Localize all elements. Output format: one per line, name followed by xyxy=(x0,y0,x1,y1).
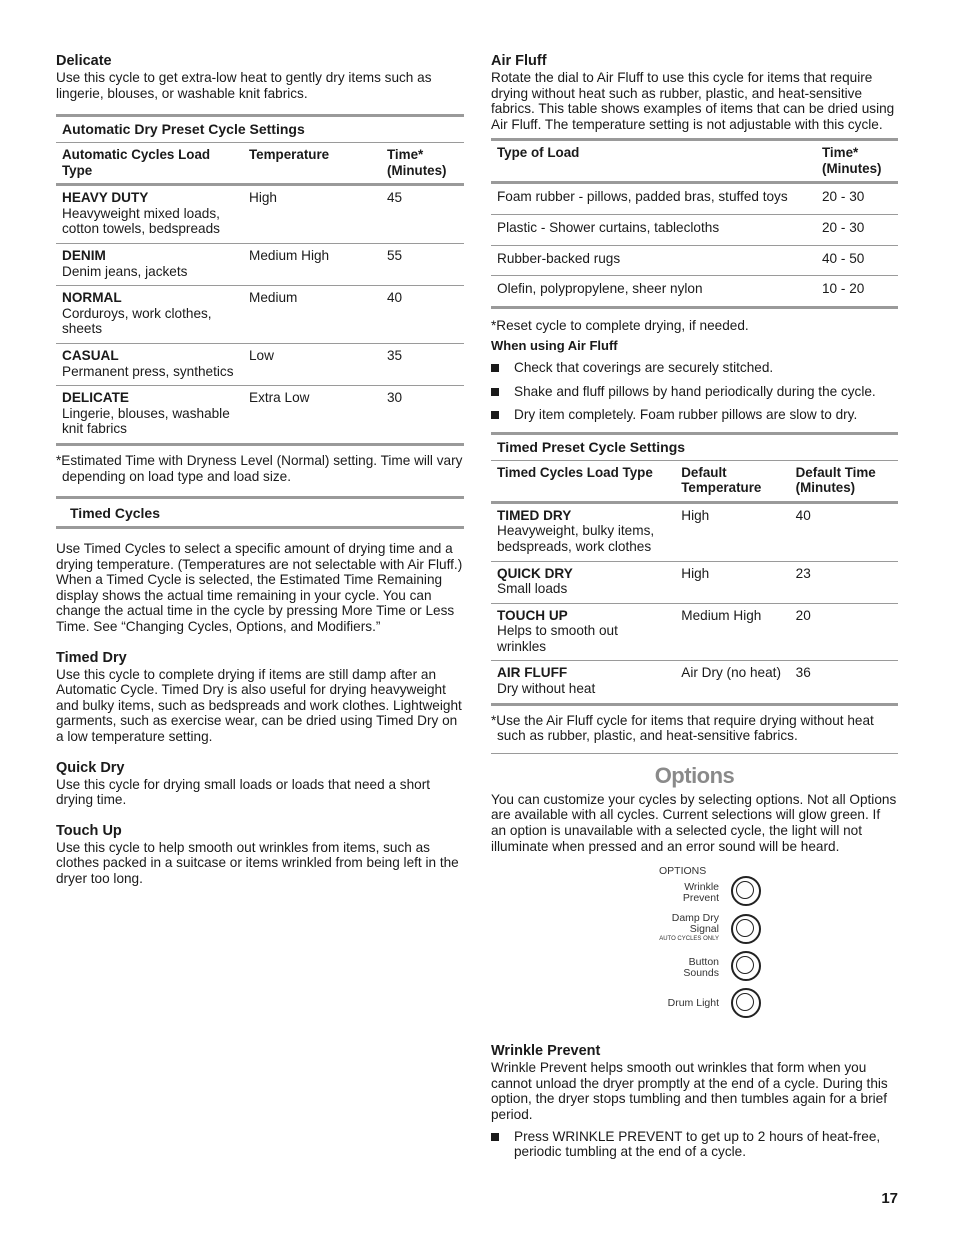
cycle-temp: High xyxy=(681,507,710,523)
delicate-heading: Delicate xyxy=(56,53,112,69)
cycle-name: NORMAL xyxy=(62,290,122,306)
cycle-name: QUICK DRY xyxy=(497,565,573,581)
auto-header-load: Automatic Cycles Load Type xyxy=(62,147,211,178)
cycle-name: TIMED DRY xyxy=(497,507,572,523)
table-row xyxy=(491,183,898,215)
air-fluff-bullet: Dry item completely. Foam rubber pillows are slow to dry. xyxy=(491,407,898,423)
table-row xyxy=(56,343,464,385)
left-column xyxy=(56,52,464,887)
air-fluff-using-heading: When using Air Fluff xyxy=(491,338,618,354)
damp-dry-signal-button[interactable] xyxy=(731,914,761,944)
cycle-time: 55 xyxy=(387,247,403,263)
cycle-desc: Permanent press, synthetics xyxy=(62,363,234,379)
cycle-desc: Heavyweight mixed loads, cotton towels, bedspreads xyxy=(62,205,220,237)
auto-table-title: Automatic Dry Preset Cycle Settings xyxy=(56,114,464,143)
button-sounds-button[interactable] xyxy=(731,951,761,981)
auto-header-temp: Temperature xyxy=(249,147,330,163)
timed-header-time: Default Time (Minutes) xyxy=(795,464,876,496)
table-row xyxy=(491,661,898,704)
auto-cycles-only-label: AUTO CYCLES ONLY xyxy=(659,936,719,943)
damp-dry-signal-label: Damp Dry Signal xyxy=(671,912,719,936)
cycle-time: 45 xyxy=(387,190,403,206)
cycle-desc: Helps to smooth out wrinkles xyxy=(497,623,618,654)
auto-dry-table xyxy=(56,143,464,446)
timed-header-temp: Default Temperature xyxy=(681,464,762,496)
air-header-time: Time* (Minutes) xyxy=(822,145,882,176)
timed-cycles-title: Timed Cycles xyxy=(56,496,464,529)
wrinkle-prevent-body: Wrinkle Prevent helps smooth out wrinkles that form when you cannot unload the dryer promptly at the end of a cycle. During this option, the dryer stops tumbling and then tumbles again for a brief period. xyxy=(491,1060,888,1122)
cycle-name: HEAVY DUTY xyxy=(62,190,149,206)
air-fluff-bullet: Shake and fluff pillows by hand periodically during the cycle. xyxy=(491,384,898,400)
cycle-desc: Denim jeans, jackets xyxy=(62,263,188,279)
table-row xyxy=(491,603,898,661)
options-body: You can customize your cycles by selecting options. Not all Options are available with all cycles. Current selections will glow green. If an option is unavailable with a selected cycle, the light will not illuminate when pressed and an error sound will be heard. xyxy=(491,791,897,854)
table-row xyxy=(491,214,898,245)
timed-table-title: Timed Preset Cycle Settings xyxy=(491,432,898,461)
load-time: 20 - 30 xyxy=(822,189,865,205)
delicate-body: Use this cycle to get extra-low heat to gently dry items such as lingerie, blouses, or washable knit fabrics. xyxy=(56,70,432,101)
cycle-temp: Air Dry (no heat) xyxy=(681,665,781,681)
cycle-desc: Corduroys, work clothes, sheets xyxy=(62,305,212,337)
page-number: 17 xyxy=(881,1190,898,1207)
cycle-name: TOUCH UP xyxy=(497,607,568,623)
timed-header-load: Timed Cycles Load Type xyxy=(497,464,653,480)
air-fluff-note: *Reset cycle to complete drying, if needed. xyxy=(491,317,749,333)
timed-dry-heading: Timed Dry xyxy=(56,649,127,666)
cycle-temp: Medium High xyxy=(249,247,330,263)
cycle-temp: High xyxy=(681,565,710,581)
air-fluff-heading: Air Fluff xyxy=(491,53,547,69)
cycle-time: 40 xyxy=(795,507,811,523)
options-panel xyxy=(641,866,761,1026)
button-sounds-label: Button Sounds xyxy=(683,956,719,980)
cycle-desc: Lingerie, blouses, washable knit fabrics xyxy=(62,405,230,437)
load-type: Olefin, polypropylene, sheer nylon xyxy=(497,281,703,297)
cycle-temp: Medium High xyxy=(681,607,762,623)
touch-up-heading: Touch Up xyxy=(56,822,122,839)
panel-header: OPTIONS xyxy=(659,865,707,878)
air-fluff-bullet: Check that coverings are securely stitched. xyxy=(491,360,898,376)
air-fluff-body: Rotate the dial to Air Fluff to use this cycle for items that require drying without heat such as rubber, plastic, and heat-sensitive fabrics. This table shows examples of items that can be dried using Air Fluff. The temperature setting is not adjustable with this cycle. xyxy=(491,70,895,132)
options-title: Options xyxy=(654,762,735,788)
table-row xyxy=(56,286,464,344)
auto-table-note: *Estimated Time with Dryness Level (Normal) setting. Time will vary depending on load type and load size. xyxy=(56,452,463,484)
cycle-temp: Extra Low xyxy=(249,390,310,406)
touch-up-body: Use this cycle to help smooth out wrinkles from items, such as clothes packed in a suitcase or items wrinkled from being left in the dryer too long. xyxy=(56,839,459,886)
wrinkle-prevent-button[interactable] xyxy=(731,876,761,906)
wrinkle-prevent-label: Wrinkle Prevent xyxy=(682,881,719,905)
wrinkle-prevent-bullet: Press WRINKLE PREVENT to get up to 2 hours of heat-free, periodic tumbling at the end of a cycle. xyxy=(491,1129,898,1160)
load-type: Plastic - Shower curtains, tablecloths xyxy=(497,219,720,235)
cycle-time: 20 xyxy=(795,607,811,623)
right-column xyxy=(491,52,898,1160)
cycle-desc: Dry without heat xyxy=(497,681,596,697)
cycle-desc: Small loads xyxy=(497,581,568,597)
table-row xyxy=(56,386,464,445)
table-row xyxy=(491,502,898,561)
cycle-name: DELICATE xyxy=(62,390,129,406)
load-time: 20 - 30 xyxy=(822,219,865,235)
timed-dry-body: Use this cycle to complete drying if items are still damp after an Automatic Cycle. Timed Dry is also useful for drying heavyweight and bulky items, such as bedspreads and work clothes. Lightweight garments, such as exercise wear, can be dried using Timed Dry on a low temperature setting. xyxy=(56,666,462,745)
cycle-time: 36 xyxy=(795,665,811,681)
timed-cycles-body: Use Timed Cycles to select a specific amount of drying time and a drying temperature. (Temperatures are not selectable with Air Fluff.) When a Timed Cycle is selected, the Estimated Time Remaining display shows the actual time remaining in your cycle. You can change the actual time in the cycle by pressing More Time or Less Time. See “Changing Cycles, Options, and Modifiers.” xyxy=(56,541,463,635)
table-row xyxy=(491,561,898,603)
air-header-load: Type of Load xyxy=(497,145,580,161)
table-row xyxy=(56,185,464,244)
cycle-time: 40 xyxy=(387,290,403,306)
table-row xyxy=(491,245,898,276)
cycle-time: 30 xyxy=(387,390,403,406)
cycle-temp: Low xyxy=(249,347,274,363)
drum-light-label: Drum Light xyxy=(667,997,719,1010)
drum-light-button[interactable] xyxy=(731,988,761,1018)
load-time: 10 - 20 xyxy=(822,281,865,297)
quick-dry-body: Use this cycle for drying small loads or loads that need a short drying time. xyxy=(56,776,431,808)
cycle-time: 23 xyxy=(795,565,811,581)
cycle-name: DENIM xyxy=(62,247,106,263)
quick-dry-heading: Quick Dry xyxy=(56,759,125,776)
wrinkle-prevent-heading: Wrinkle Prevent xyxy=(491,1043,601,1060)
load-type: Foam rubber - pillows, padded bras, stuffed toys xyxy=(497,189,788,205)
cycle-name: AIR FLUFF xyxy=(497,665,568,681)
cycle-time: 35 xyxy=(387,347,403,363)
table-row xyxy=(491,276,898,308)
load-time: 40 - 50 xyxy=(822,250,865,266)
cycle-temp: High xyxy=(249,190,277,206)
cycle-name: CASUAL xyxy=(62,347,119,363)
table-row xyxy=(56,243,464,285)
timed-preset-table xyxy=(491,461,898,706)
air-fluff-table xyxy=(491,138,898,308)
cycle-temp: Medium xyxy=(249,290,298,306)
cycle-desc: Heavyweight, bulky items, bedspreads, work clothes xyxy=(497,523,655,554)
timed-table-note: *Use the Air Fluff cycle for items that require drying without heat such as rubber, plastic, and heat-sensitive fabrics. xyxy=(491,713,898,754)
load-type: Rubber-backed rugs xyxy=(497,250,621,266)
auto-header-time: Time* (Minutes) xyxy=(387,147,447,178)
